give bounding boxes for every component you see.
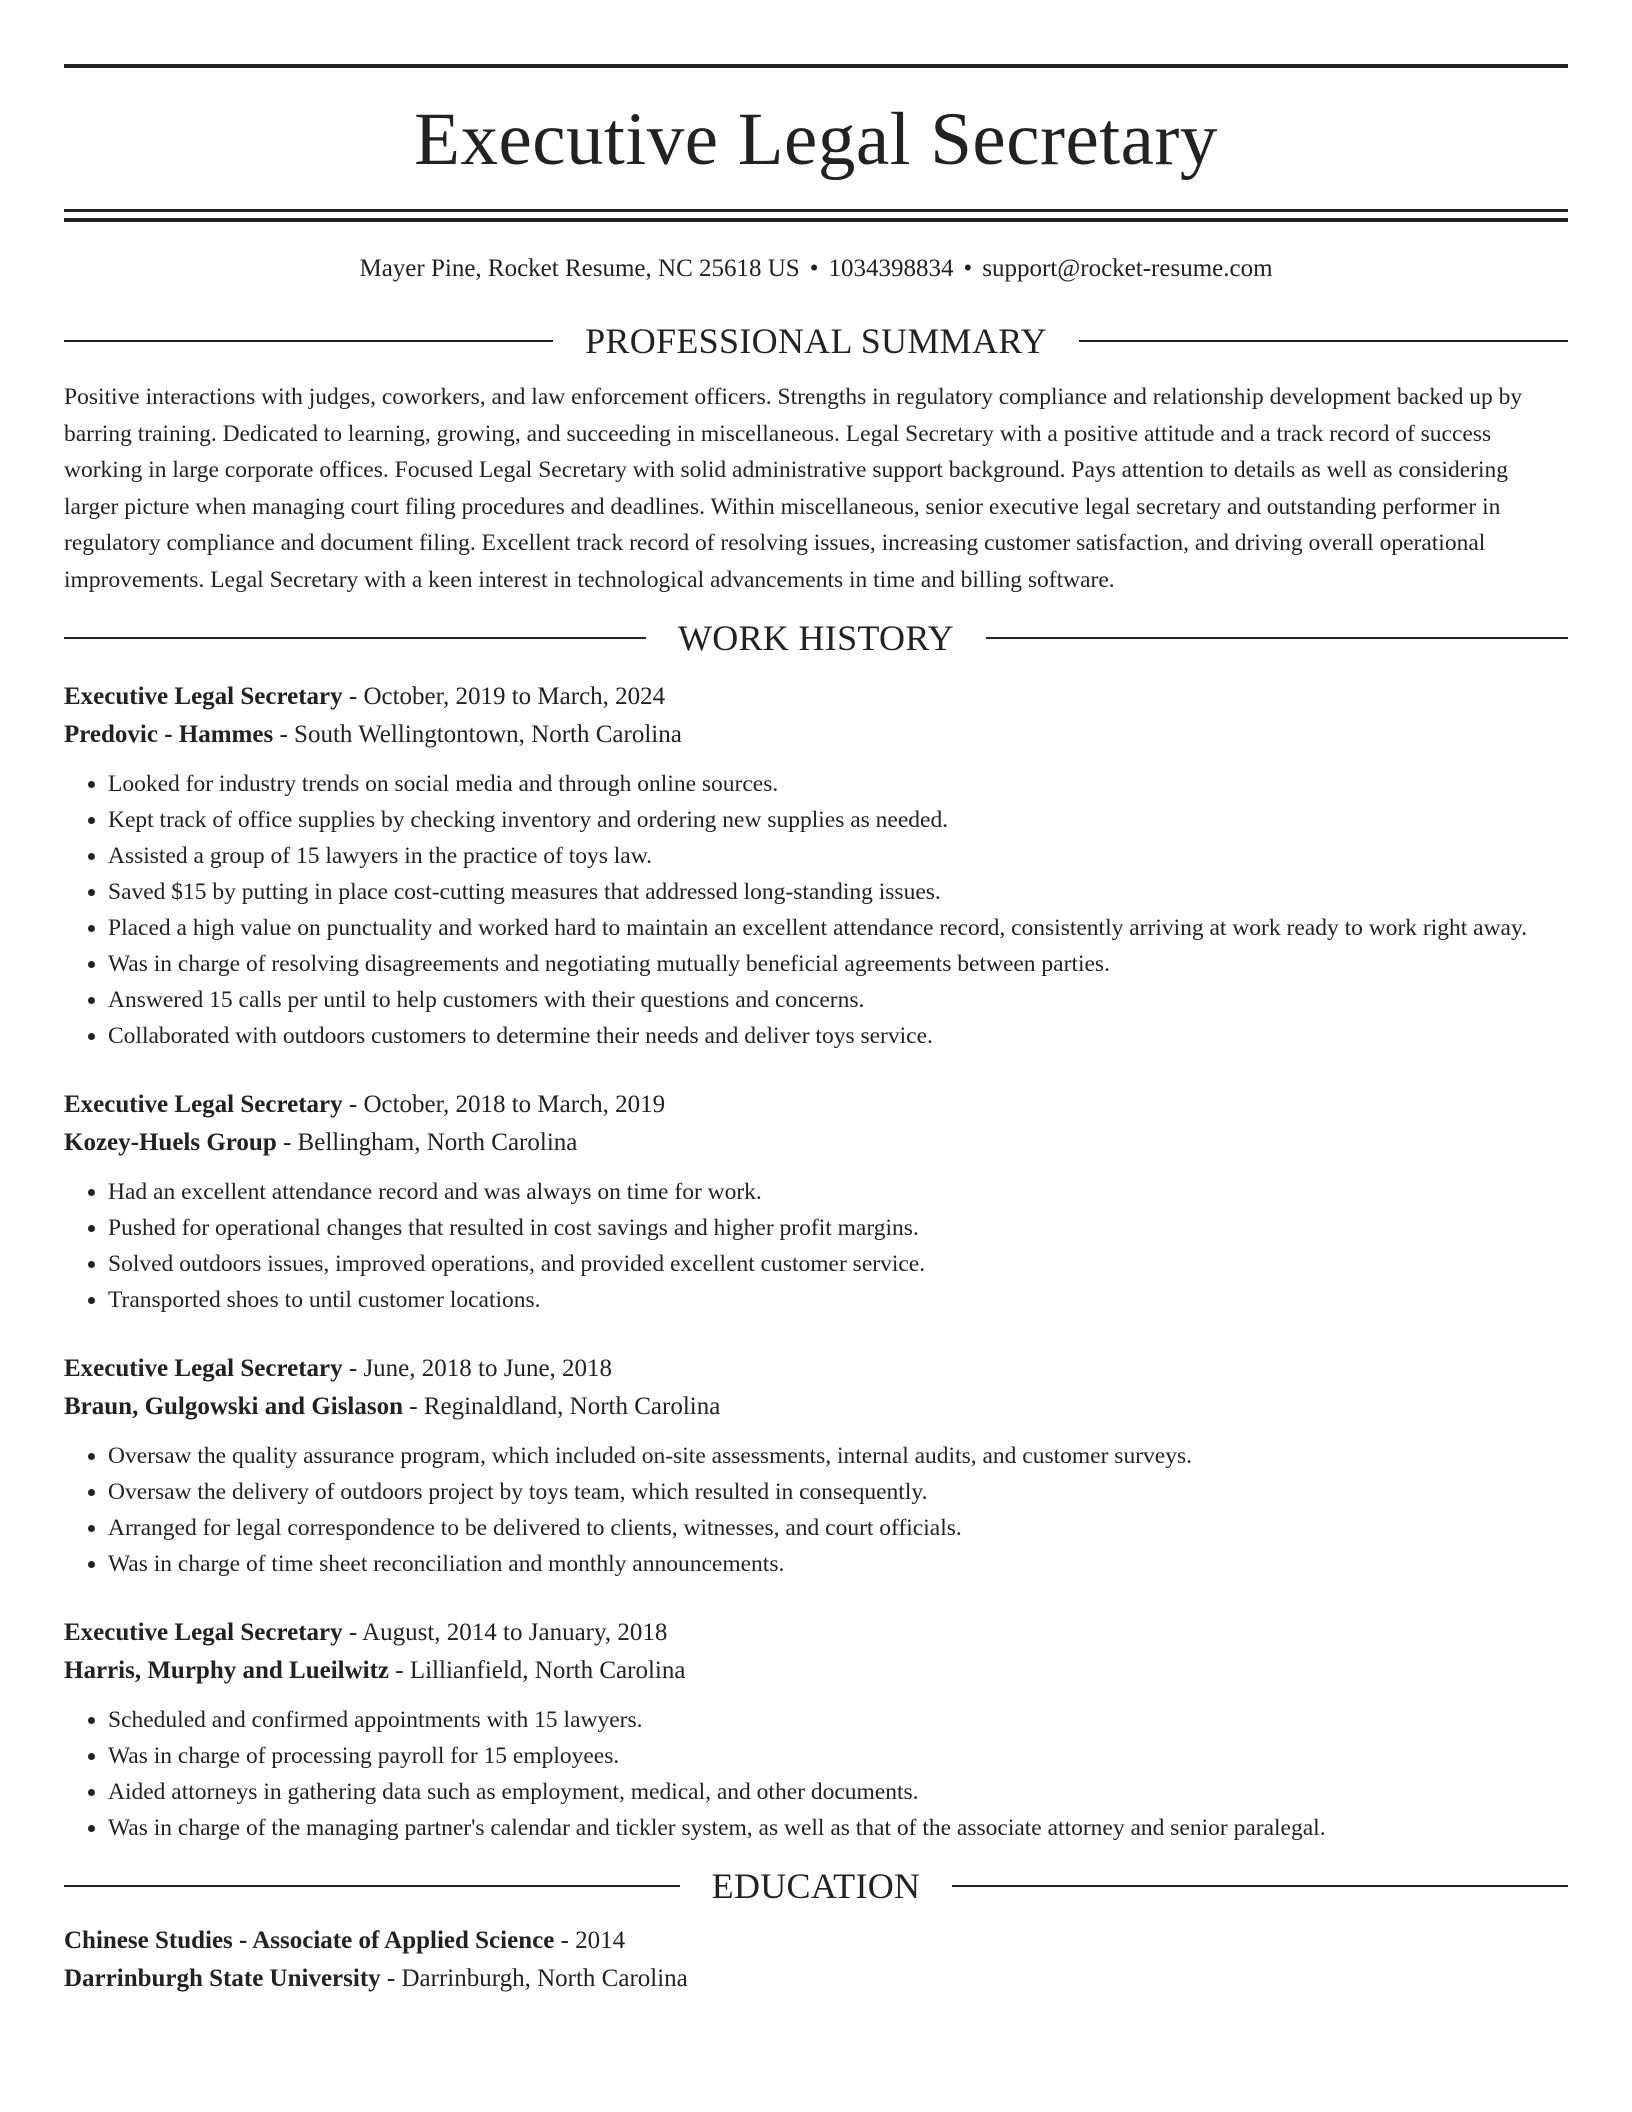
job-location: - Bellingham, North Carolina [276, 1129, 578, 1156]
summary-text: Positive interactions with judges, coworkers, and law enforcement officers. Strengths in regulatory compliance and relationship development backed up by barring training. Dedicated to learning, growing, and succeeding in miscellaneous. Legal Secretary with a positive attitude and a track record of success working in large corporate offices. Focused Legal Secretary with solid administrative support background. Pays attention to details as well as considering larger picture when managing court filing procedures and deadlines. Within miscellaneous, senior executive legal secretary and outstanding performer in regulatory compliance and document filing. Excellent track record of resolving issues, increasing customer satisfaction, and driving overall operational improvements. Legal Secretary with a keen interest in technological advancements in time and billing software. [64, 384, 1523, 593]
job-duty-item: • Kept track of office supplies by checking inventory and ordering new supplies as needed. [108, 802, 1568, 838]
section-rule-left [64, 340, 553, 342]
job-title-line [64, 678, 1568, 716]
section-header-education [64, 1868, 1568, 1904]
resume-page [64, 64, 1568, 1998]
work-history-list [64, 678, 1568, 1846]
job-company-line [64, 716, 1568, 754]
job-duty-item: • Scheduled and confirmed appointments with 15 lawyers. [108, 1702, 1568, 1738]
contact-address: Mayer Pine, Rocket Resume, NC 25618 US [359, 255, 800, 282]
title-rule-upper [64, 209, 1568, 212]
job-duty-item: • Was in charge of time sheet reconciliation and monthly announcements. [108, 1546, 1568, 1582]
job-duty-item: • Oversaw the delivery of outdoors project by toys team, which resulted in consequently. [108, 1474, 1568, 1510]
job-duty-item: • Was in charge of resolving disagreements and negotiating mutually beneficial agreements between parties. [108, 946, 1568, 982]
title-rule-lower [64, 218, 1568, 222]
education-degree: Chinese Studies - Associate of Applied Science [64, 1927, 555, 1954]
job-duty-item: • Aided attorneys in gathering data such as employment, medical, and other documents. [108, 1774, 1568, 1810]
section-title-education: EDUCATION [711, 1866, 921, 1906]
section-rule-right [986, 637, 1568, 639]
job-duty-item: • Looked for industry trends on social media and through online sources. [108, 766, 1568, 802]
contact-separator: • [963, 255, 973, 282]
job-duties-list [64, 1438, 1568, 1582]
section-header-work [64, 620, 1568, 656]
job-duty-item: • Pushed for operational changes that resulted in cost savings and higher profit margins. [108, 1210, 1568, 1246]
job-dates: - October, 2019 to March, 2024 [342, 683, 666, 710]
job-dates: - October, 2018 to March, 2019 [342, 1091, 666, 1118]
job-entry [64, 1350, 1568, 1582]
section-rule-right [952, 1885, 1568, 1887]
education-entry [64, 1922, 1568, 1998]
job-duty-item: • Had an excellent attendance record and was always on time for work. [108, 1174, 1568, 1210]
section-title-work: WORK HISTORY [678, 618, 954, 658]
job-company-line [64, 1388, 1568, 1426]
job-title-line [64, 1086, 1568, 1124]
job-duty-item: • Solved outdoors issues, improved operations, and provided excellent customer service. [108, 1246, 1568, 1282]
job-title-line [64, 1350, 1568, 1388]
job-duties-list [64, 1174, 1568, 1318]
job-duty-item: • Assisted a group of 15 lawyers in the practice of toys law. [108, 838, 1568, 874]
job-entry [64, 678, 1568, 1054]
job-duty-item: • Was in charge of the managing partner's calendar and tickler system, as well as that of the associate attorney and senior paralegal. [108, 1810, 1568, 1846]
education-degree-line [64, 1922, 1568, 1960]
job-company: Predovic - Hammes [64, 721, 274, 748]
job-duty-item: • Placed a high value on punctuality and worked hard to maintain an excellent attendance record, consistently arriving at work ready to work right away. [108, 910, 1568, 946]
education-school: Darrinburgh State University [64, 1965, 381, 1992]
job-title: Executive Legal Secretary [64, 683, 343, 710]
job-duty-item: • Arranged for legal correspondence to be delivered to clients, witnesses, and court officials. [108, 1510, 1568, 1546]
job-duty-item: • Was in charge of processing payroll for 15 employees. [108, 1738, 1568, 1774]
job-company: Braun, Gulgowski and Gislason [64, 1393, 404, 1420]
section-rule-left [64, 1885, 680, 1887]
contact-email: support@rocket-resume.com [982, 255, 1273, 282]
job-duty-item: • Answered 15 calls per until to help customers with their questions and concerns. [108, 982, 1568, 1018]
job-duty-item: • Transported shoes to until customer locations. [108, 1282, 1568, 1318]
job-company-line [64, 1124, 1568, 1162]
job-entry [64, 1614, 1568, 1846]
job-duty-item: • Collaborated with outdoors customers to determine their needs and deliver toys service. [108, 1018, 1568, 1054]
contact-phone: 1034398834 [828, 255, 954, 282]
resume-title: Executive Legal Secretary [414, 98, 1218, 181]
contact-line [64, 256, 1568, 281]
education-list [64, 1922, 1568, 1998]
job-company: Harris, Murphy and Lueilwitz [64, 1657, 390, 1684]
job-duties-list [64, 766, 1568, 1054]
section-title-summary: PROFESSIONAL SUMMARY [585, 321, 1047, 361]
contact-separator: • [809, 255, 819, 282]
top-rule [64, 64, 1568, 68]
job-location: - Reginaldland, North Carolina [403, 1393, 721, 1420]
job-company: Kozey-Huels Group [64, 1129, 277, 1156]
job-title: Executive Legal Secretary [64, 1619, 343, 1646]
education-school-line [64, 1960, 1568, 1998]
job-title: Executive Legal Secretary [64, 1355, 343, 1382]
job-location: - Lillianfield, North Carolina [389, 1657, 686, 1684]
job-dates: - August, 2014 to January, 2018 [342, 1619, 668, 1646]
education-location: - Darrinburgh, North Carolina [380, 1965, 688, 1992]
section-rule-left [64, 637, 646, 639]
job-location: - South Wellingtontown, North Carolina [273, 721, 682, 748]
job-title-line [64, 1614, 1568, 1652]
job-dates: - June, 2018 to June, 2018 [342, 1355, 613, 1382]
section-header-summary [64, 323, 1568, 359]
job-company-line [64, 1652, 1568, 1690]
education-year: - 2014 [554, 1927, 626, 1954]
job-title: Executive Legal Secretary [64, 1091, 343, 1118]
job-duty-item: • Oversaw the quality assurance program, which included on-site assessments, internal audits, and customer surveys. [108, 1438, 1568, 1474]
job-duties-list [64, 1702, 1568, 1846]
job-duty-item: • Saved $15 by putting in place cost-cutting measures that addressed long-standing issues. [108, 874, 1568, 910]
job-entry [64, 1086, 1568, 1318]
section-rule-right [1079, 340, 1568, 342]
